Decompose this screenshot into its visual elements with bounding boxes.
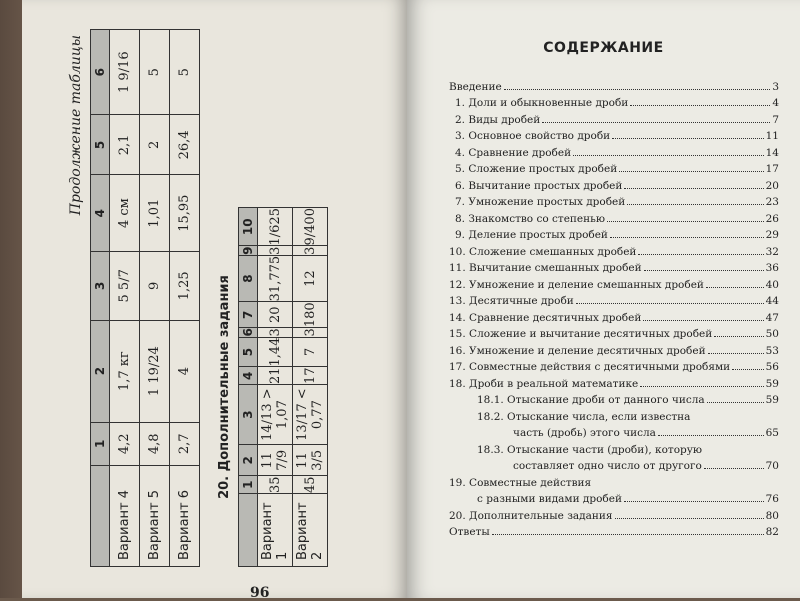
table-cell: 20 <box>258 302 293 328</box>
toc-entry-page: 56 <box>765 361 779 373</box>
toc-entry <box>449 126 779 143</box>
toc-entry-label: 13. Десятичные дроби <box>449 295 574 307</box>
toc-entry <box>449 489 779 506</box>
header-cell: 5 <box>91 115 110 175</box>
toc-entry-label: 7. Умножение простых дробей <box>455 196 626 208</box>
toc-entry <box>449 225 779 242</box>
toc-leader-dots <box>640 386 763 387</box>
left-page-rotated-content <box>70 27 375 567</box>
toc-leader-dots <box>615 518 764 519</box>
table-cell: 3 <box>293 328 328 337</box>
toc-leader-dots <box>704 468 764 469</box>
toc-entry <box>449 208 779 225</box>
toc-entry <box>449 522 779 539</box>
header-cell <box>91 466 110 567</box>
table-cell: 11 3/5 <box>293 445 328 476</box>
table-cell: 4 см <box>110 175 140 252</box>
table-cell: 3 <box>293 246 328 255</box>
toc-entry-label: 20. Дополнительные задания <box>449 509 613 522</box>
toc-entry <box>449 274 779 291</box>
toc-leader-dots <box>492 534 764 535</box>
toc-entry <box>449 456 779 473</box>
table-cell: 14/13 > 1,07 <box>258 385 293 445</box>
table-cell: 1,44 <box>258 337 293 367</box>
section-title: 20. Дополнительные задания <box>217 275 232 499</box>
header-cell: 6 <box>91 30 110 115</box>
toc-entry <box>449 192 779 209</box>
table-cell: 11 7/9 <box>258 445 293 476</box>
toc-entry-page: 82 <box>765 526 779 538</box>
answers-table-continued <box>90 29 200 567</box>
page-number: 96 <box>250 585 270 601</box>
toc-entry-page: 47 <box>765 311 779 324</box>
toc-leader-dots <box>612 138 763 139</box>
table-header-row <box>239 208 258 567</box>
row-label: Вариант 1 <box>258 494 293 567</box>
toc-entry <box>449 406 779 423</box>
table-cell: 4,8 <box>140 422 170 465</box>
toc-leader-dots <box>643 320 763 321</box>
table-cell: 3 <box>258 246 293 255</box>
toc-leader-dots <box>607 221 764 222</box>
header-cell: 5 <box>239 337 258 367</box>
toc-entry-label: часть (дробь) этого числа <box>513 427 656 439</box>
header-cell: 9 <box>239 246 258 255</box>
toc-entry <box>449 357 779 374</box>
toc-entry-page: 59 <box>765 394 779 406</box>
header-cell: 4 <box>239 367 258 385</box>
table-cell: 45 <box>293 476 328 494</box>
table-row <box>170 30 200 567</box>
toc-entry <box>449 324 779 341</box>
toc-entry-page: 7 <box>772 113 779 126</box>
table-cell: 21 <box>258 367 293 385</box>
toc-entry-page: 53 <box>765 344 779 357</box>
toc-entry-label: 19. Совместные действия <box>449 476 592 489</box>
table-row <box>110 30 140 567</box>
toc-entry-label: 18.3. Отыскание части (дроби), которую <box>477 443 703 456</box>
table-cell: 13/17 < 0,77 <box>293 385 328 445</box>
toc-entry-label: Введение <box>449 80 502 93</box>
table-cell: 1 19/24 <box>140 320 170 422</box>
table-cell: 1,01 <box>140 175 170 252</box>
header-cell: 10 <box>239 208 258 246</box>
toc-leader-dots <box>576 303 764 304</box>
toc-entry-label: с разными видами дробей <box>477 493 622 505</box>
table-cell: 1 9/16 <box>110 30 140 115</box>
toc-leader-dots <box>624 501 764 502</box>
toc-entry <box>449 439 779 456</box>
table-of-contents <box>449 76 779 538</box>
toc-entry <box>449 340 779 357</box>
toc-entry-label: 4. Сравнение дробей <box>455 146 572 159</box>
toc-entry <box>449 142 779 159</box>
toc-entry <box>449 373 779 390</box>
toc-entry-page: 70 <box>765 460 779 472</box>
table-row <box>293 208 328 567</box>
table-cell: 1,7 кг <box>110 320 140 422</box>
toc-entry-page: 11 <box>765 130 779 142</box>
toc-entry-label: 2. Виды дробей <box>455 113 541 126</box>
header-cell: 1 <box>239 476 258 494</box>
table-cell: 2 <box>140 115 170 175</box>
toc-entry-label: 9. Деление простых дробей <box>455 229 608 241</box>
toc-entry-label: 14. Сравнение десятичных дробей <box>449 311 642 324</box>
toc-entry-label: 18.2. Отыскание числа, если известна <box>477 410 691 423</box>
toc-leader-dots <box>714 336 763 337</box>
toc-entry <box>449 472 779 489</box>
toc-leader-dots <box>708 353 764 354</box>
toc-entry-page: 29 <box>765 229 779 241</box>
toc-entry-page: 65 <box>765 427 779 439</box>
toc-leader-dots <box>638 254 763 255</box>
additional-tasks-table <box>238 207 328 567</box>
table-cell: 35 <box>258 476 293 494</box>
header-cell: 3 <box>239 385 258 445</box>
table-cell: 2,7 <box>170 422 200 465</box>
table-cell: 180 <box>293 302 328 328</box>
header-cell: 7 <box>239 302 258 328</box>
header-cell: 8 <box>239 255 258 302</box>
toc-entry-label: 10. Сложение смешанных дробей <box>449 245 637 258</box>
toc-entry-page: 23 <box>765 196 779 208</box>
table-cell: 2,1 <box>110 115 140 175</box>
table-cell: 1,25 <box>170 251 200 320</box>
header-cell: 4 <box>91 175 110 252</box>
table-cell: 15,95 <box>170 175 200 252</box>
toc-entry-label: 17. Совместные действия с десятичными дробями <box>449 361 731 373</box>
toc-entry-label: 5. Сложение простых дробей <box>455 163 618 175</box>
toc-leader-dots <box>644 270 764 271</box>
header-cell <box>239 494 258 567</box>
toc-leader-dots <box>619 171 763 172</box>
header-cell: 1 <box>91 422 110 465</box>
toc-title: СОДЕРЖАНИЕ <box>543 40 664 56</box>
toc-entry-page: 36 <box>765 262 779 274</box>
toc-entry-page: 26 <box>765 212 779 225</box>
toc-entry <box>449 291 779 308</box>
toc-entry <box>449 505 779 522</box>
table-cell: 4,2 <box>110 422 140 465</box>
toc-entry <box>449 109 779 126</box>
toc-entry <box>449 76 779 93</box>
continuation-label: Продолжение таблицы <box>68 35 84 216</box>
toc-entry-label: 18.1. Отыскание дроби от данного числа <box>477 394 705 406</box>
toc-entry <box>449 241 779 258</box>
row-label: Вариант 2 <box>293 494 328 567</box>
table-header-row <box>91 30 110 567</box>
toc-leader-dots <box>627 204 763 205</box>
toc-entry-label: 11. Вычитание смешанных дробей <box>449 262 642 274</box>
toc-leader-dots <box>573 155 764 156</box>
row-label: Вариант 4 <box>110 466 140 567</box>
toc-leader-dots <box>630 105 770 106</box>
toc-entry-page: 3 <box>772 80 779 93</box>
toc-entry <box>449 159 779 176</box>
toc-entry-label: составляет одно число от другого <box>513 460 702 472</box>
toc-entry-label: 6. Вычитание простых дробей <box>455 179 623 192</box>
row-label: Вариант 6 <box>170 466 200 567</box>
toc-entry-label: Ответы <box>449 526 490 538</box>
toc-entry-page: 20 <box>765 179 779 192</box>
toc-entry-page: 76 <box>765 493 779 505</box>
toc-entry <box>449 93 779 110</box>
toc-entry <box>449 423 779 440</box>
table-cell: 26,4 <box>170 115 200 175</box>
toc-leader-dots <box>542 122 770 123</box>
header-cell: 6 <box>239 328 258 337</box>
toc-entry-label: 16. Умножение и деление десятичных дробей <box>449 344 706 357</box>
toc-entry-page: 17 <box>765 163 779 175</box>
table-cell: 5 5/7 <box>110 251 140 320</box>
table-cell: 9/400 <box>293 208 328 246</box>
toc-leader-dots <box>732 369 763 370</box>
table-row <box>140 30 170 567</box>
toc-entry-label: 15. Сложение и вычитание десятичных дробей <box>449 328 713 340</box>
toc-entry-page: 50 <box>765 328 779 340</box>
toc-entry <box>449 258 779 275</box>
toc-entry <box>449 175 779 192</box>
toc-entry-label: 18. Дроби в реальной математике <box>449 377 639 390</box>
toc-entry-page: 14 <box>765 146 779 159</box>
table-cell: 12 <box>293 255 328 302</box>
toc-entry-page: 59 <box>765 377 779 390</box>
toc-entry-page: 44 <box>765 295 779 307</box>
toc-leader-dots <box>707 402 764 403</box>
row-label: Вариант 5 <box>140 466 170 567</box>
table-cell: 17 <box>293 367 328 385</box>
toc-entry-label: 12. Умножение и деление смешанных дробей <box>449 278 704 291</box>
table-cell: 3 <box>258 328 293 337</box>
header-cell: 2 <box>91 320 110 422</box>
toc-entry <box>449 307 779 324</box>
toc-entry-label: 1. Доли и обыкновенные дроби <box>455 97 629 109</box>
toc-entry-label: 8. Знакомство со степенью <box>455 212 605 225</box>
toc-leader-dots <box>624 188 763 189</box>
header-cell: 2 <box>239 445 258 476</box>
toc-leader-dots <box>706 287 764 288</box>
table-cell: 31,775 <box>258 255 293 302</box>
header-cell: 3 <box>91 251 110 320</box>
toc-entry-page: 40 <box>765 278 779 291</box>
table-row <box>258 208 293 567</box>
toc-entry-page: 32 <box>765 245 779 258</box>
toc-entry <box>449 390 779 407</box>
table-cell: 5 <box>170 30 200 115</box>
table-cell: 5 <box>140 30 170 115</box>
toc-entry-page: 4 <box>772 97 779 109</box>
toc-leader-dots <box>610 237 764 238</box>
table-cell: 4 <box>170 320 200 422</box>
table-cell: 7 <box>293 337 328 367</box>
toc-entry-page: 80 <box>765 509 779 522</box>
toc-leader-dots <box>504 89 771 90</box>
table-cell: 9 <box>140 251 170 320</box>
toc-entry-label: 3. Основное свойство дроби <box>455 130 611 142</box>
table-cell: 1/625 <box>258 208 293 246</box>
toc-leader-dots <box>658 435 764 436</box>
